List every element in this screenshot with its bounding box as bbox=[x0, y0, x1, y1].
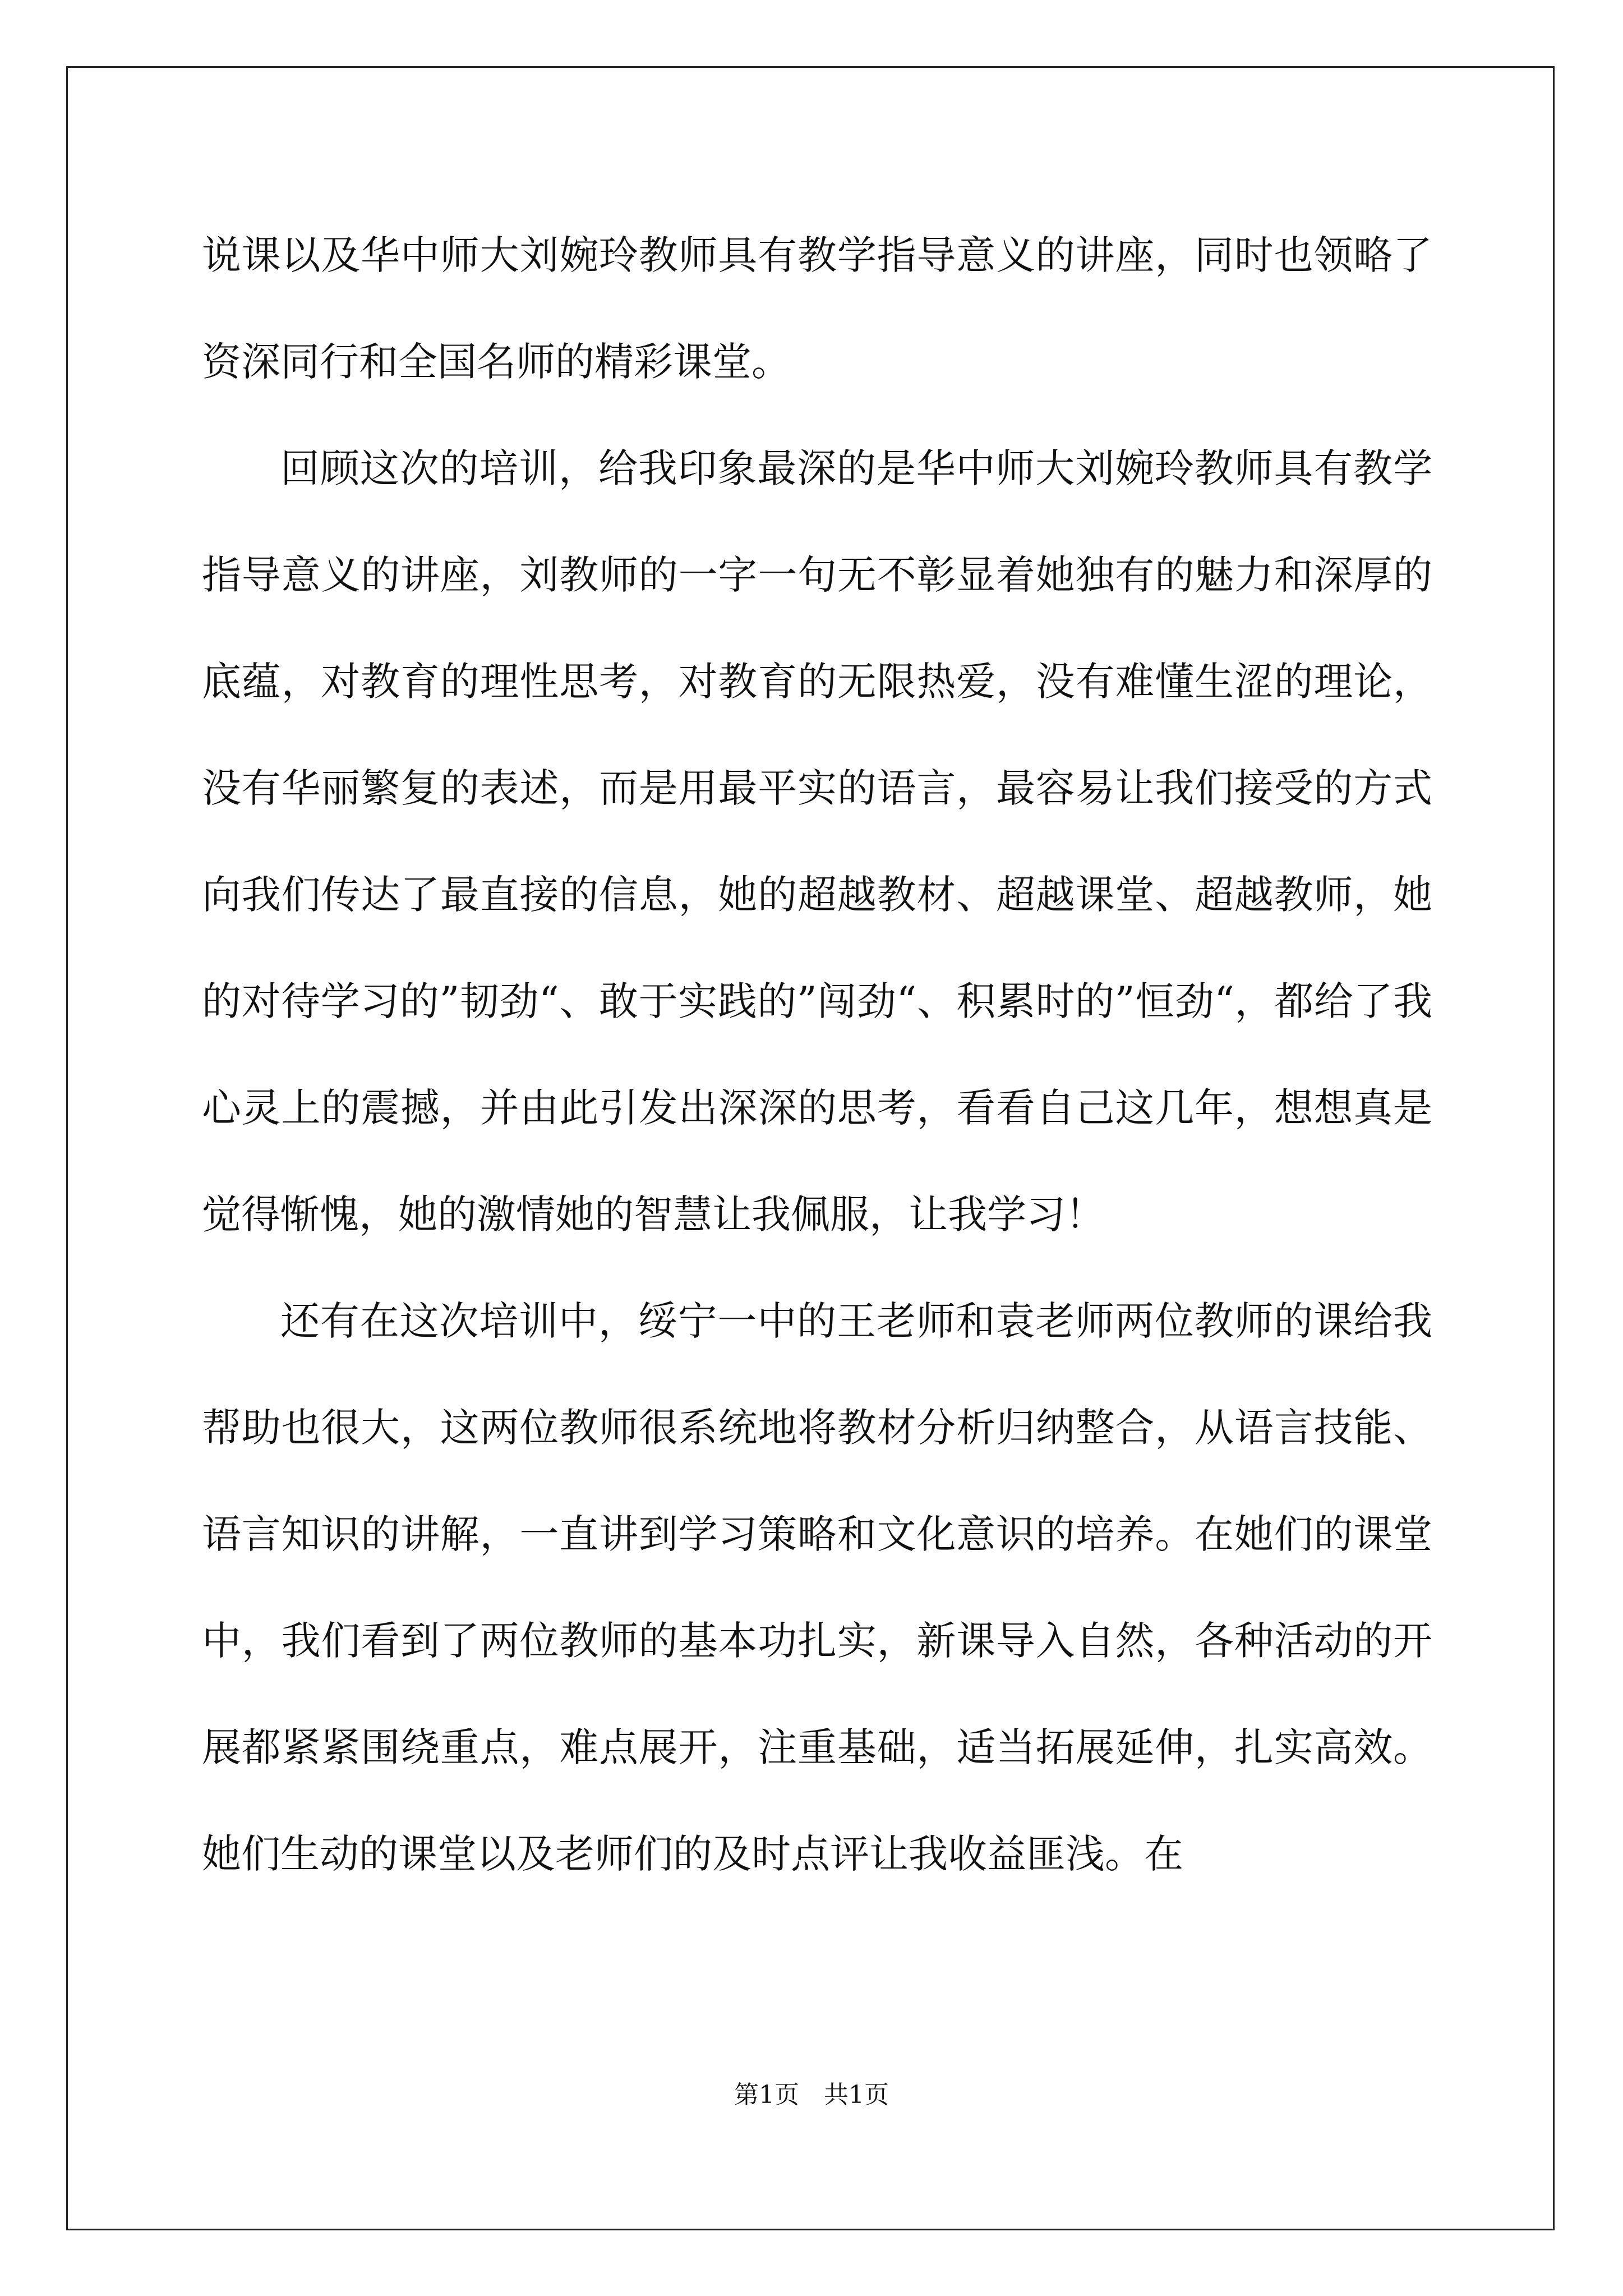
paragraph-3: 还有在这次培训中，绥宁一中的王老师和袁老师两位教师的课给我帮助也很大，这两位教师很系统地将教材分析归纳整合，从语言技能、语言知识的讲解，一直讲到学习策略和文化意识的培养。在她们的课堂中，我们看到了两位教师的基本功扎实，新课导入自然，各种活动的开展都紧紧围绕重点，难点展开，注重基础，适当拓展延伸，扎实高效。她们生动的课堂以及老师们的及时点评让我收益匪浅。在 bbox=[202, 1298, 1432, 1877]
paragraph-2: 回顾这次的培训，给我印象最深的是华中师大刘婉玲教师具有教学指导意义的讲座，刘教师的一字一句无不彰显着她独有的魅力和深厚的底蕴，对教育的理性思考，对教育的无限热爱，没有难懂生涩的理论，没有华丽繁复的表述，而是用最平实的语言，最容易让我们接受的方式向我们传达了最直接的信息，她的超越教材、超越课堂、超越教师，她的对待学习的”韧劲“、敢于实践的”闯劲“、积累时的”恒劲“，都给了我心灵上的震撼，并由此引发出深深的思考，看看自己这几年，想想真是觉得惭愧，她的激情她的智慧让我佩服，让我学习！ bbox=[202, 445, 1432, 1237]
page-footer: 第1页 共1页 bbox=[734, 2081, 889, 2109]
document-body bbox=[202, 202, 1432, 1907]
paragraph-1: 说课以及华中师大刘婉玲教师具有教学指导意义的讲座，同时也领略了资深同行和全国名师的精彩课堂。 bbox=[202, 232, 1432, 385]
